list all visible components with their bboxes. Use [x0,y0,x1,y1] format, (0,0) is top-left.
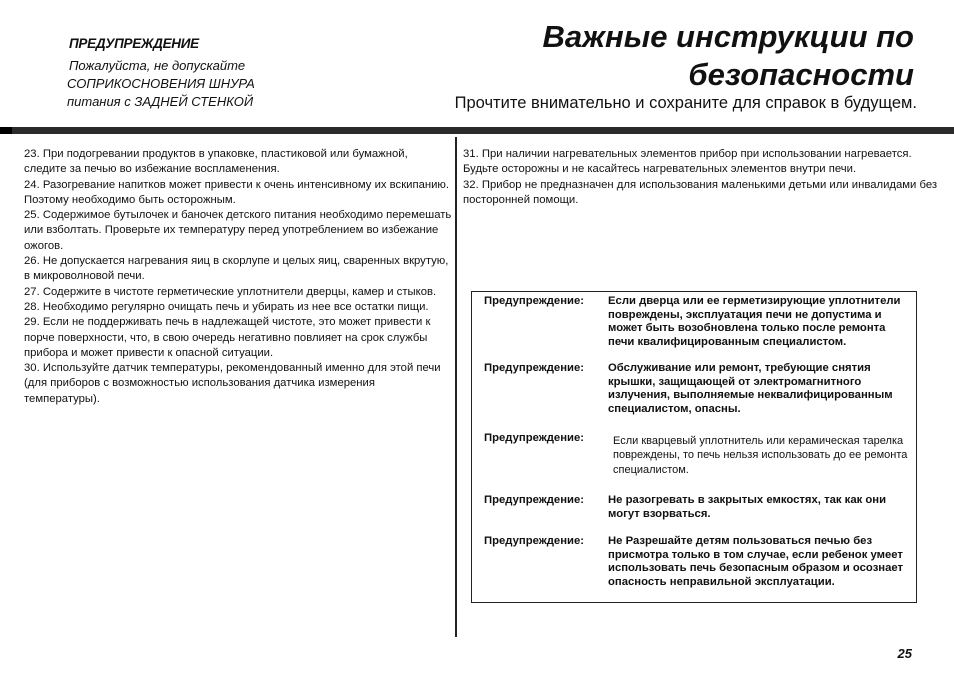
warning-label: Предупреждение: [484,295,585,307]
instruction-item: 25. Содержимое бутылочек и баночек детского питания необходимо перемешать или взболтать. Проверьте их температуру перед употреблением во избежание ожогов. [24,209,452,252]
cord-warning-title: ПРЕДУПРЕЖДЕНИЕ [69,36,199,51]
warning-text: Не Разрешайте детям пользоваться печью без присмотра только в том случае, если ребенок умеет использовать печь безопасным образом и осознает опасность неправильной эксплуатации. [608,535,904,588]
warning-text: Если кварцевый уплотнитель или керамическая тарелка повреждены, то печь нельзя использовать до ее ремонта специалистом. [613,435,908,476]
instruction-item: 29. Если не поддерживать печь в надлежащей чистоте, это может привести к порче поверхности, что, в свою очередь негативно повлияет на срок службы прибора и может привести к опасной ситуации. [24,316,431,359]
warning-text: Обслуживание или ремонт, требующие снятия крышки, защищающей от электромагнитного излучения, выполняемые неквалифицированным специалистом, опасны. [608,362,893,415]
warning-label: Предупреждение: [484,494,585,506]
instruction-item: 26. Не допускается нагревания яиц в скорлупе и целых яиц, сваренных вкрутую, в микроволновой печи. [24,255,449,283]
cord-warning-line: Пожалуйста, не допускайте [69,58,246,73]
instruction-item: 27. Содержите в чистоте герметические уплотнители дверцы, камер и стыков. [24,285,437,298]
right-column [463,147,943,208]
instruction-item: 32. Прибор не предназначен для использования маленькими детьми или инвалидами без посторонней помощи. [463,178,938,206]
warning-text: Не разогревать в закрытых емкостях, так как они могут взорваться. [608,494,887,520]
page-title-line: Важные инструкции по [542,19,914,54]
cord-warning [68,36,308,111]
column-divider [455,137,457,637]
instruction-item: 31. При наличии нагревательных элементов прибор при использовании нагревается. Будьте осторожны и не касайтесь нагревательных элементов внутри печи. [463,148,912,176]
page-title [454,18,914,94]
header-rule-accent [0,127,12,134]
page-number: 25 [897,646,912,661]
instruction-item: 28. Необходимо регулярно очищать печь и убирать из нее все остатки пищи. [24,300,429,313]
instruction-item: 30. Используйте датчик температуры, рекомендованный именно для этой печи (для приборов с возможностью использования датчика измерения температуры). [24,362,441,405]
warning-label: Предупреждение: [484,362,585,374]
warning-text: Если дверца или ее герметизирующие уплотнители повреждены, эксплуатация печи не допустима и может быть возобновлена только после ремонта печи квалифицированным специалистом. [608,295,901,348]
instruction-item: 23. При подогревании продуктов в упаковке, пластиковой или бумажной, следите за печью во избежание воспламенения. [24,148,408,176]
warnings-box [471,291,917,603]
warning-label: Предупреждение: [484,535,585,547]
cord-warning-line: СОПРИКОСНОВЕНИЯ ШНУРА [67,76,255,91]
page-title-line: безопасности [688,57,914,92]
header-rule [0,127,954,134]
left-column [24,147,452,407]
cord-warning-line: питания с ЗАДНЕЙ СТЕНКОЙ [67,94,254,109]
instruction-item: 24. Разогревание напитков может привести к очень интенсивному их вскипанию. Поэтому необходимо быть осторожным. [24,178,450,206]
page-subtitle: Прочтите внимательно и сохраните для справок в будущем. [454,94,917,112]
warning-label: Предупреждение: [484,432,585,444]
